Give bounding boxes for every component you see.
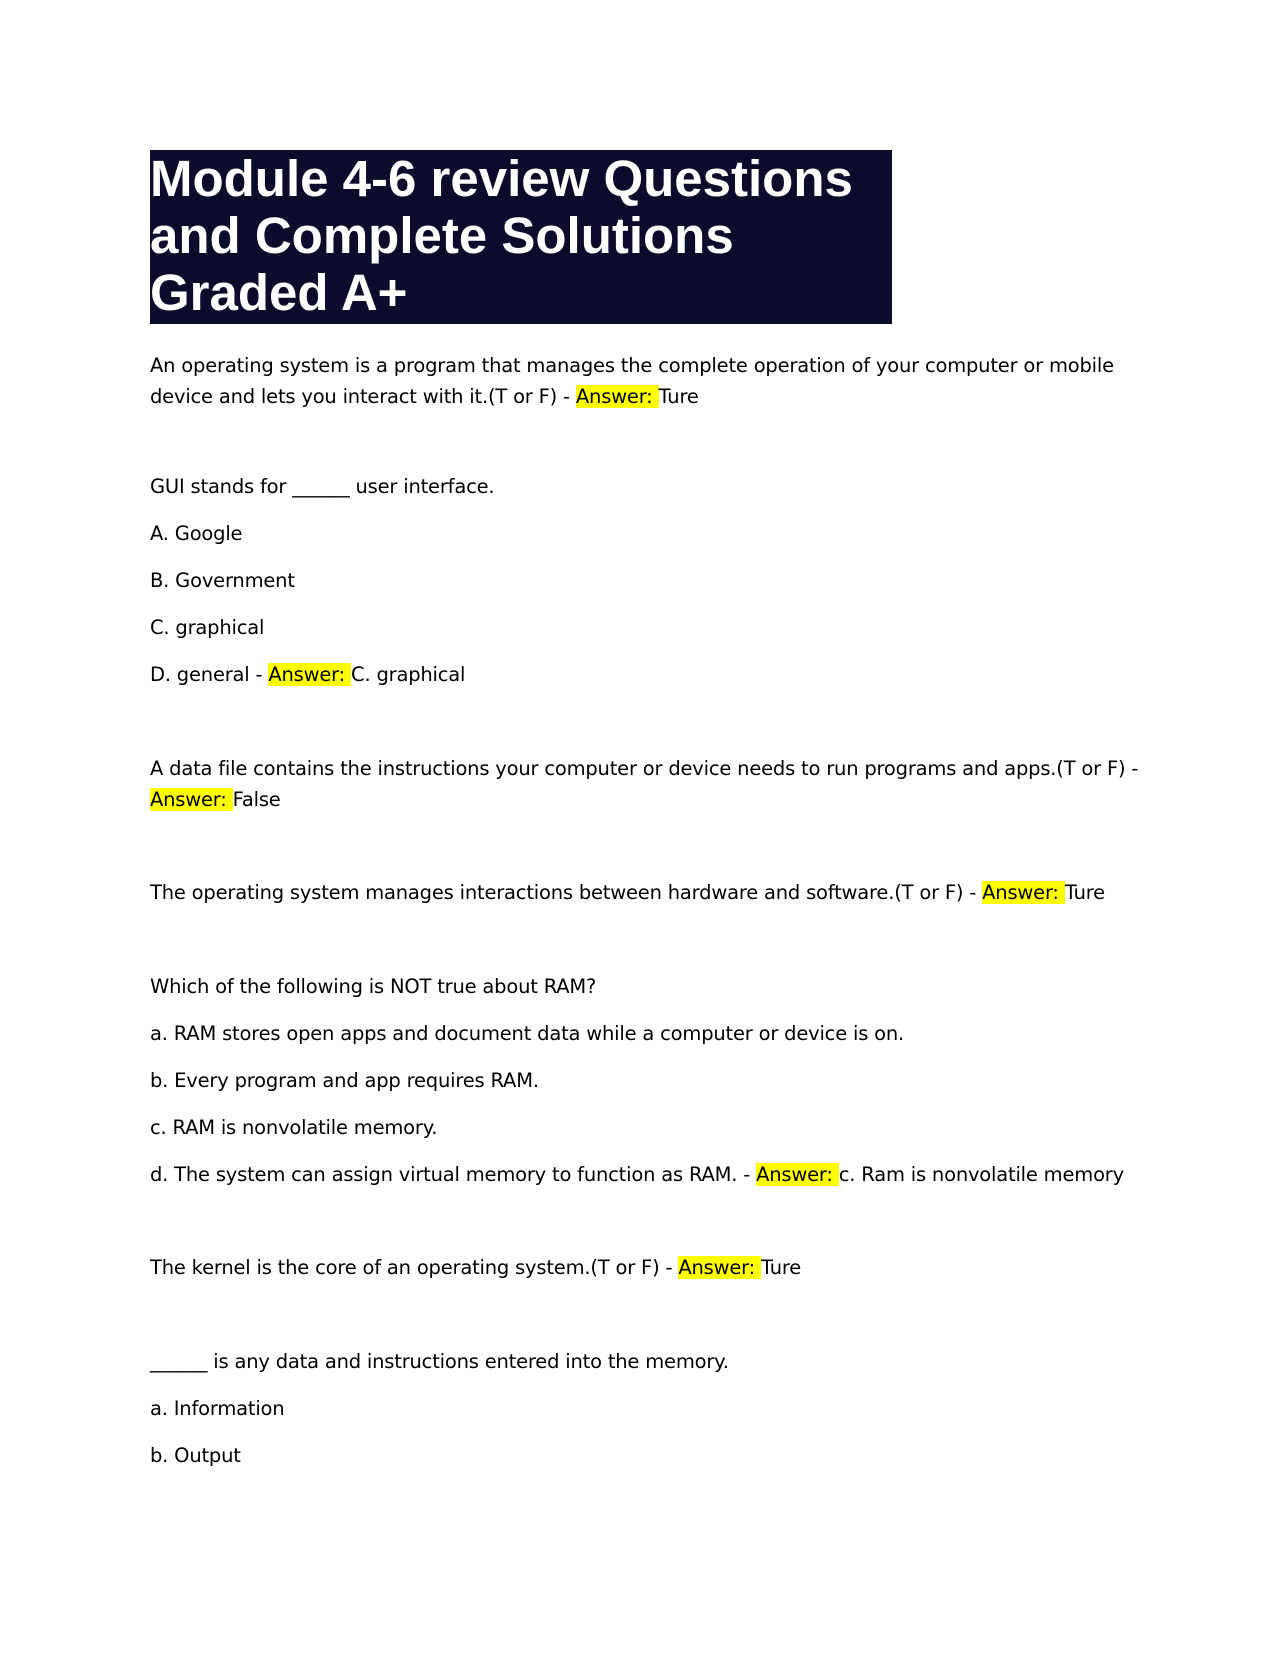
question-2-answer: C. graphical [351, 663, 466, 686]
question-3-line-1: A data file contains the instructions your computer or device needs to run programs and apps.(T or F) - [150, 757, 1139, 780]
question-4-text: The operating system manages interactions between hardware and software.(T or F) - [150, 881, 983, 904]
option-text: C. graphical [150, 616, 265, 639]
document-page [150, 150, 1139, 1467]
option-d-line [150, 1159, 1130, 1190]
question-3-line-2 [150, 784, 1130, 815]
question-1-line-2 [150, 381, 1130, 412]
option-text: B. Government [150, 569, 295, 592]
question-2-option-b [150, 565, 1130, 596]
question-2-option-d [150, 659, 1130, 690]
question-7-option-b [150, 1440, 1130, 1471]
question-7-option-a [150, 1393, 1130, 1424]
question-5-option-a [150, 1018, 1130, 1049]
question-5-option-c [150, 1112, 1130, 1143]
question-1-line-2-text: device and lets you interact with it.(T or F) - [150, 385, 576, 408]
question-1-answer: Ture [658, 385, 699, 408]
question-6-text: The kernel is the core of an operating system.(T or F) - [150, 1256, 679, 1279]
question-6 [150, 1252, 1130, 1283]
answer-label-highlight: Answer: [982, 881, 1065, 904]
title-banner [150, 150, 892, 324]
option-text: b. Every program and app requires RAM. [150, 1069, 539, 1092]
option-d-text: D. general - [150, 663, 269, 686]
title-line-2: and Complete Solutions [150, 207, 734, 264]
question-5-option-b [150, 1065, 1130, 1096]
question-1 [150, 350, 1130, 412]
title-line-1: Module 4-6 review Questions [150, 150, 853, 207]
title-line-3: Graded A+ [150, 264, 408, 321]
answer-label-highlight: Answer: [150, 788, 233, 811]
question-5 [150, 971, 1130, 1002]
question-5-answer: c. Ram is nonvolatile memory [838, 1163, 1124, 1186]
option-text: b. Output [150, 1444, 241, 1467]
answer-label-highlight: Answer: [678, 1256, 761, 1279]
question-2 [150, 471, 1130, 502]
question-2-stem: GUI stands for ______ user interface. [150, 475, 495, 498]
question-4-line-1 [150, 877, 1130, 908]
question-4 [150, 877, 1130, 908]
question-7-stem: ______ is any data and instructions entered into the memory. [150, 1350, 729, 1373]
option-d-text: d. The system can assign virtual memory to function as RAM. - [150, 1163, 757, 1186]
question-4-answer: Ture [1064, 881, 1105, 904]
option-text: a. RAM stores open apps and document data while a computer or device is on. [150, 1022, 905, 1045]
question-1-line-1: An operating system is a program that manages the complete operation of your computer or mobile [150, 354, 1114, 377]
question-2-option-c [150, 612, 1130, 643]
option-d-line [150, 659, 1130, 690]
answer-label-highlight: Answer: [756, 1163, 839, 1186]
answer-label-highlight: Answer: [575, 385, 659, 408]
option-text: a. Information [150, 1397, 285, 1420]
question-5-stem: Which of the following is NOT true about RAM? [150, 975, 597, 998]
option-text: A. Google [150, 522, 243, 545]
option-text: c. RAM is nonvolatile memory. [150, 1116, 438, 1139]
question-7 [150, 1346, 1130, 1377]
question-5-option-d [150, 1159, 1130, 1190]
question-6-answer: Ture [760, 1256, 802, 1279]
question-3 [150, 753, 1139, 815]
question-3-answer: False [232, 788, 281, 811]
question-2-option-a [150, 518, 1130, 549]
answer-label-highlight: Answer: [268, 663, 352, 686]
question-6-line-1 [150, 1252, 1130, 1283]
